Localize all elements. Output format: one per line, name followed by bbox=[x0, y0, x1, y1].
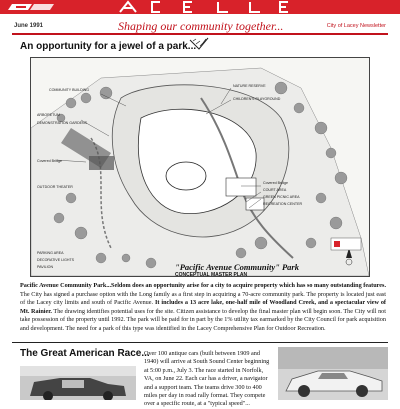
park-master-plan-map bbox=[30, 57, 370, 277]
map-label-covered-bridge-east: Covered Bridge bbox=[263, 181, 288, 185]
article-body-race: Over 100 antique cars (built between 1909 and 1940) will arrive at South Sound Center beginning at 5:00 p.m., July 3. The race started in Norfolk, VA, on June 22. Each car has a driver, a navigator and a support team. The teams drive 300 to 400 miles per day in road rally format. They compete over a specific route, at a "typical speed"... bbox=[144, 350, 270, 408]
map-label-arboretum: ARBORETUM bbox=[37, 113, 60, 117]
section-divider bbox=[12, 342, 388, 343]
article-lead: Pacific Avenue Community Park...Seldom does an opportunity arise for a city to acquire property which has so many outstanding features. bbox=[20, 282, 386, 289]
article-body-park bbox=[20, 282, 386, 334]
masthead-title-graphic bbox=[100, 0, 380, 14]
fern-icon bbox=[188, 36, 210, 50]
city-logo bbox=[6, 1, 58, 13]
map-label-community-building: COMMUNITY BUILDING bbox=[49, 88, 90, 92]
tagline: Shaping our community together... bbox=[118, 19, 284, 33]
red-divider bbox=[12, 33, 388, 35]
article-body-part2: The drawing identifies potential uses for the site. Citizen assistance to develop the final master plan will begin soon. The City will not take possession of the property until 1992. The park will be paid for in part by the 1% utility tax earmarked by the City Council for park acquisition and development. The need for a park of this type was identified in the Lacey Comprehensive Plan for Outdoor Recreation. bbox=[20, 307, 386, 332]
map-label-court-area: COURT AREA bbox=[263, 188, 287, 192]
map-label-pavilion: PAVILION bbox=[37, 265, 54, 269]
issue-date: June 1991 bbox=[14, 23, 44, 29]
antique-car-photo-right bbox=[278, 347, 388, 400]
map-label-decorative-lights: DECORATIVE LIGHTS bbox=[37, 258, 75, 262]
map-label-nature-reserve: NATURE RESERVE bbox=[233, 84, 266, 88]
antique-car-photo-left bbox=[20, 366, 136, 400]
map-label-demonstration-gardens: DEMONSTRATION GARDENS bbox=[37, 121, 88, 125]
map-label-outdoor-theater: OUTDOOR THEATER bbox=[37, 185, 73, 189]
article-headline-park: An opportunity for a jewel of a park... bbox=[20, 41, 197, 52]
map-label-parking-area: PARKING AREA bbox=[37, 251, 64, 255]
map-label-green-picnic-area: GREEN PICNIC AREA bbox=[263, 195, 300, 199]
newsletter-label: City of Lacey Newsletter bbox=[326, 23, 386, 29]
map-subtitle: CONCEPTUAL MASTER PLAN bbox=[175, 272, 248, 278]
article-body-part1: The City has signed a purchase option with the Long family as a first step in acquiring a 70-acre community park. The property is located just east of the Lacey city limits and south of Pacific Avenue. bbox=[20, 290, 386, 307]
map-label-childrens-playground: CHILDREN'S PLAYGROUND bbox=[233, 97, 281, 101]
article-highlight: It includes a 13 acre lake, one-half mile of Woodland Creek, and a spectacular view of Mt. Rainier. bbox=[20, 299, 386, 315]
map-label-recreation-center: RECREATION CENTER bbox=[263, 202, 303, 206]
masthead-meta-row bbox=[0, 19, 400, 33]
map-label-covered-bridge-west: Covered Bridge bbox=[37, 159, 62, 163]
article-headline-race: The Great American Race... bbox=[20, 348, 150, 359]
map-title: "Pacific Avenue Community" Park bbox=[175, 262, 299, 272]
